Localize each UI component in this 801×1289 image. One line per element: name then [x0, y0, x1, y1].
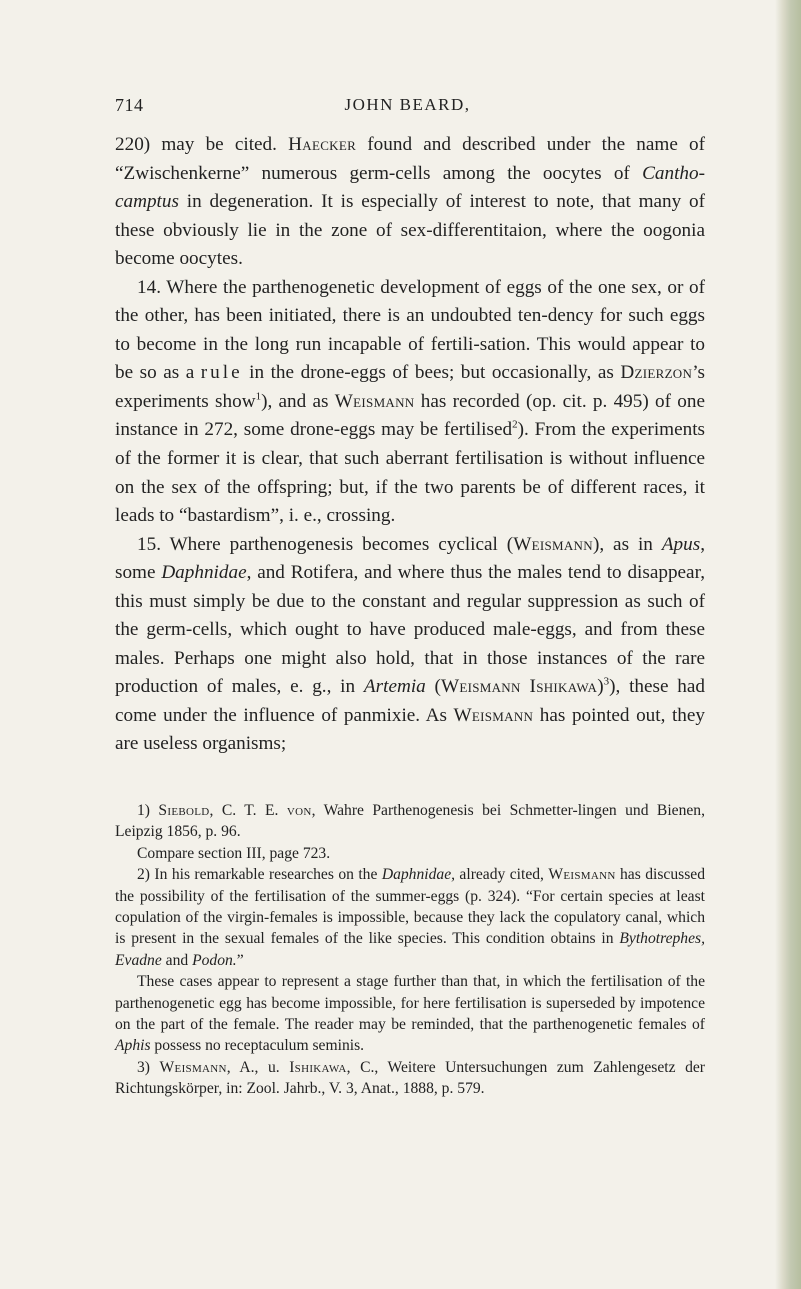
- text: [521, 676, 530, 697]
- text: ): [597, 676, 604, 698]
- taxon-artemia: Artemia: [363, 676, 426, 698]
- author-weismann: Weismann: [453, 704, 534, 726]
- main-text: [115, 131, 705, 759]
- author-haecker: Haecker: [288, 134, 357, 155]
- text: , C. T. E.: [209, 802, 287, 819]
- text: found and described under the name of “Zwischenkerne” numerous germ-cells among the oocytes of: [115, 134, 705, 184]
- text: ), as in: [592, 533, 662, 555]
- text: ). From the experiments of the former it is clear, that such aberrant fertilisation is without influence on the sex of the offspring; but, if the two parents be of different races, it leads to “bastardism”, i. e., crossing.: [115, 419, 705, 527]
- taxon-podon: Podon.: [192, 951, 237, 969]
- taxon-daphnidae: Daphnidae: [161, 562, 247, 584]
- taxon-bythotrephes-evadne: Bythotrephes, Evadne: [115, 930, 705, 969]
- text: These cases appear to represent a stage further than that, in which the fertilisation of the parthenogenetic egg has become impossible, for here fertilisation is superseded by impotence on the part of the female. The reader may be reminded, that the parthenogenetic females of: [115, 973, 705, 1034]
- text: ), these had come under the influence of panmixie. As: [115, 676, 706, 726]
- text: , Wahre Parthenogenesis bei Schmetter-lingen und Bienen, Leipzig 1856, p. 96.: [115, 802, 706, 841]
- text: 220) may be cited.: [115, 134, 289, 155]
- footnotes: [115, 800, 705, 1100]
- text: has discussed the possibility of the fertilisation of the summer-eggs (p. 324). “For certain species at least copulation of the virgin-females is impossible, because they lack the copulatory canal, which is present in the sexual females of the like species. This condition obtains in: [115, 866, 705, 948]
- text: has recorded (op. cit. p. 495) of one instance in 272, some drone-eggs may be fertilised: [115, 390, 705, 441]
- text: , A., u.: [226, 1058, 290, 1076]
- author-weismann: Weismann: [513, 533, 593, 555]
- text: (: [425, 676, 441, 698]
- text: and: [161, 951, 193, 969]
- footnote-2-continuation: [115, 971, 705, 1057]
- text: has pointed out, they are useless organisms;: [115, 704, 705, 755]
- text: , some: [115, 533, 705, 584]
- author-ishikawa: Ishikawa: [529, 676, 598, 698]
- author-weismann: Weismann: [334, 390, 415, 412]
- text: 1): [137, 802, 159, 819]
- spaced-word-rule: rule: [200, 362, 243, 384]
- author-weismann: Weismann: [548, 866, 616, 884]
- text: 3): [137, 1058, 160, 1076]
- text: ), and as: [261, 390, 335, 412]
- particle-von: von: [286, 802, 312, 819]
- text: ”: [236, 951, 244, 969]
- text: already cited,: [455, 866, 549, 884]
- taxon-canthocamptus: Cantho-camptus: [115, 162, 705, 213]
- text: in the drone-eggs of bees; but occasionally, as: [242, 362, 621, 384]
- footnote-1: [115, 800, 705, 843]
- author-dzierzon: Dzierzon: [620, 362, 693, 384]
- page-number: 714: [115, 95, 144, 115]
- footnote-3: [115, 1057, 705, 1100]
- text: , and Rotifera, and where thus the males tend to disappear, this must simply be due to the constant and regular suppression as such of the germ-cells, which ought to have produced male-eggs, and from these males. Perhaps one might also hold, that in those instances of the rare production of males, e. g., in: [115, 562, 705, 698]
- text: ’s experiments show: [115, 362, 705, 412]
- text: possess no receptaculum seminis.: [150, 1037, 365, 1055]
- page-edge-shadow: [775, 0, 801, 1289]
- text: in degeneration. It is especially of interest to note, that many of these obviously lie in the zone of sex-differentitaion, where the oogonia become oocytes.: [115, 191, 705, 270]
- taxon-aphis: Aphis: [115, 1037, 151, 1055]
- text: 2) In his remarkable researches on the: [137, 866, 382, 884]
- text: 15. Where parthenogenesis becomes cyclical (: [137, 533, 514, 555]
- author-weismann: Weismann: [159, 1058, 227, 1076]
- page-header: [115, 95, 700, 121]
- author-siebold: Siebold: [158, 802, 210, 819]
- text: , C., Weitere Untersuchungen zum Zahlengesetz der Richtungskörper, in: Zool. Jahrb., V. 3, Anat., 1888, p. 579.: [115, 1058, 705, 1098]
- footnote-ref-1[interactable]: 1: [255, 390, 262, 403]
- paragraph-15: [115, 531, 705, 759]
- footnote-2: [115, 864, 705, 971]
- footnote-ref-2[interactable]: 2: [512, 419, 518, 432]
- paragraph-continued: [115, 131, 705, 274]
- text: 14. Where the parthenogenetic development of eggs of the one sex, or of the other, has been initiated, there is an undoubted ten-dency for such eggs to become in the long run incapable of fertili-sation. This would appear to be so as a: [115, 276, 705, 384]
- running-head: JOHN BEARD,: [344, 95, 471, 114]
- footnote-1-continuation: Compare section III, page 723.: [137, 844, 331, 862]
- author-ishikawa: Ishikawa: [289, 1058, 347, 1076]
- taxon-apus: Apus: [661, 533, 701, 555]
- footnote-ref-3[interactable]: 3: [603, 676, 610, 688]
- taxon-daphnidae: Daphnidae,: [381, 866, 456, 884]
- paragraph-14: [115, 274, 705, 531]
- author-weismann: Weismann: [440, 676, 521, 698]
